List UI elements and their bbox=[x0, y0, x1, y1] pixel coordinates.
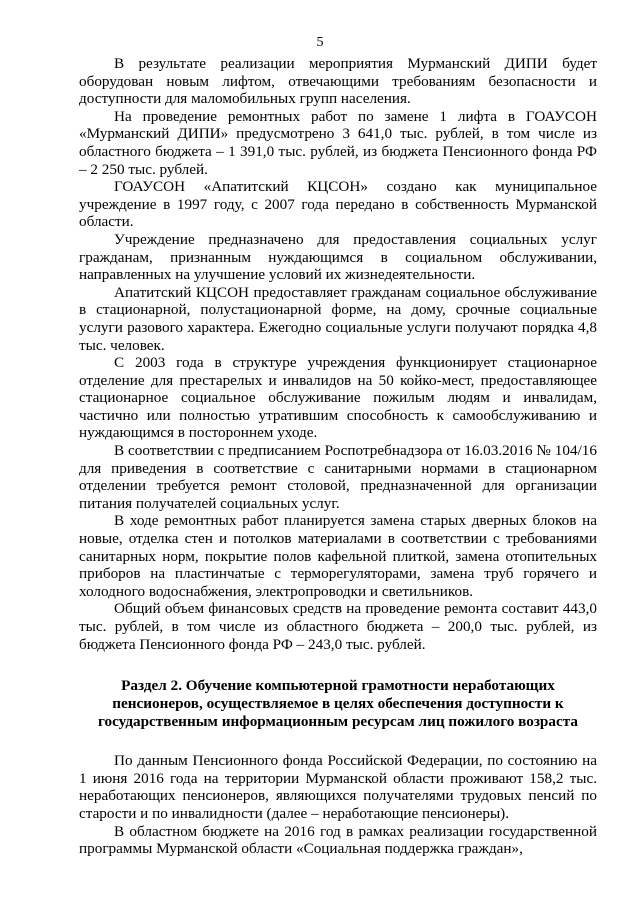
document-body bbox=[79, 55, 597, 858]
paragraph: В областном бюджете на 2016 год в рамках реализации государственной программы Мурманской области «Социальная поддержка граждан», bbox=[79, 822, 597, 858]
paragraph: По данным Пенсионного фонда Российской Федерации, по состоянию на 1 июня 2016 года на территории Мурманской области проживают 158,2 тыс. неработающих пенсионеров, являющихся получателями трудовых пенсий по старости и по инвалидности (далее – неработающие пенсионеры). bbox=[79, 752, 597, 822]
paragraph: Апатитский КЦСОН предоставляет гражданам социальное обслуживание в стационарной, полустационарной форме, на дому, срочные социальные услуги разового характера. Ежегодно социальные услуги получают порядка 4,8 тыс. человек. bbox=[79, 283, 597, 354]
page-number: 5 bbox=[316, 35, 324, 50]
paragraph: ГОАУСОН «Апатитский КЦСОН» создано как муниципальное учреждение в 1997 году, с 2007 года передано в собственность Мурманской области. bbox=[79, 178, 597, 231]
paragraph: В соответствии с предписанием Роспотребнадзора от 16.03.2016 № 104/16 для приведения в соответствие с санитарными нормами в стационарном отделении требуется ремонт столовой, предназначенной для организации питания получателей социальных услуг. bbox=[79, 442, 597, 512]
paragraph: Общий объем финансовых средств на проведение ремонта составит 443,0 тыс. рублей, в том числе из областного бюджета – 200,0 тыс. рублей, из бюджета Пенсионного фонда РФ – 243,0 тыс. рублей. bbox=[79, 600, 597, 653]
section-heading: Раздел 2. Обучение компьютерной грамотности неработающих пенсионеров, осуществляемое в целях обеспечения доступности к государственным информационным ресурсам лиц пожилого возраста bbox=[98, 677, 578, 731]
paragraph: Учреждение предназначено для предоставления социальных услуг гражданам, признанным нуждающимся в социальном обслуживании, направленных на улучшение условий их жизнедеятельности. bbox=[79, 230, 597, 284]
paragraph: На проведение ремонтных работ по замене 1 лифта в ГОАУСОН «Мурманский ДИПИ» предусмотрено 3 641,0 тыс. рублей, в том числе из областного бюджета – 1 391,0 тыс. рублей, из бюджета Пенсионного фонда РФ – 2 250 тыс. рублей. bbox=[79, 107, 597, 178]
paragraph: В результате реализации мероприятия Мурманский ДИПИ будет оборудован новым лифтом, отвечающими требованиям безопасности и доступности для маломобильных групп населения. bbox=[79, 55, 597, 108]
paragraph: С 2003 года в структуре учреждения функционирует стационарное отделение для престарелых и инвалидов на 50 койко-мест, предоставляющее стационарное социальное обслуживание пожилым людям и инвалидам, частично или полностью утратившим способность к самообслуживанию и нуждающимся в постороннем уходе. bbox=[79, 354, 597, 442]
paragraph: В ходе ремонтных работ планируется замена старых дверных блоков на новые, отделка стен и потолков материалами в соответствии с требованиями санитарных норм, покрытие полов кафельной плиткой, замена отопительных приборов на пластинчатые с терморегуляторами, замена труб горячего и холодного водоснабжения, электропроводки и светильников. bbox=[79, 512, 597, 600]
